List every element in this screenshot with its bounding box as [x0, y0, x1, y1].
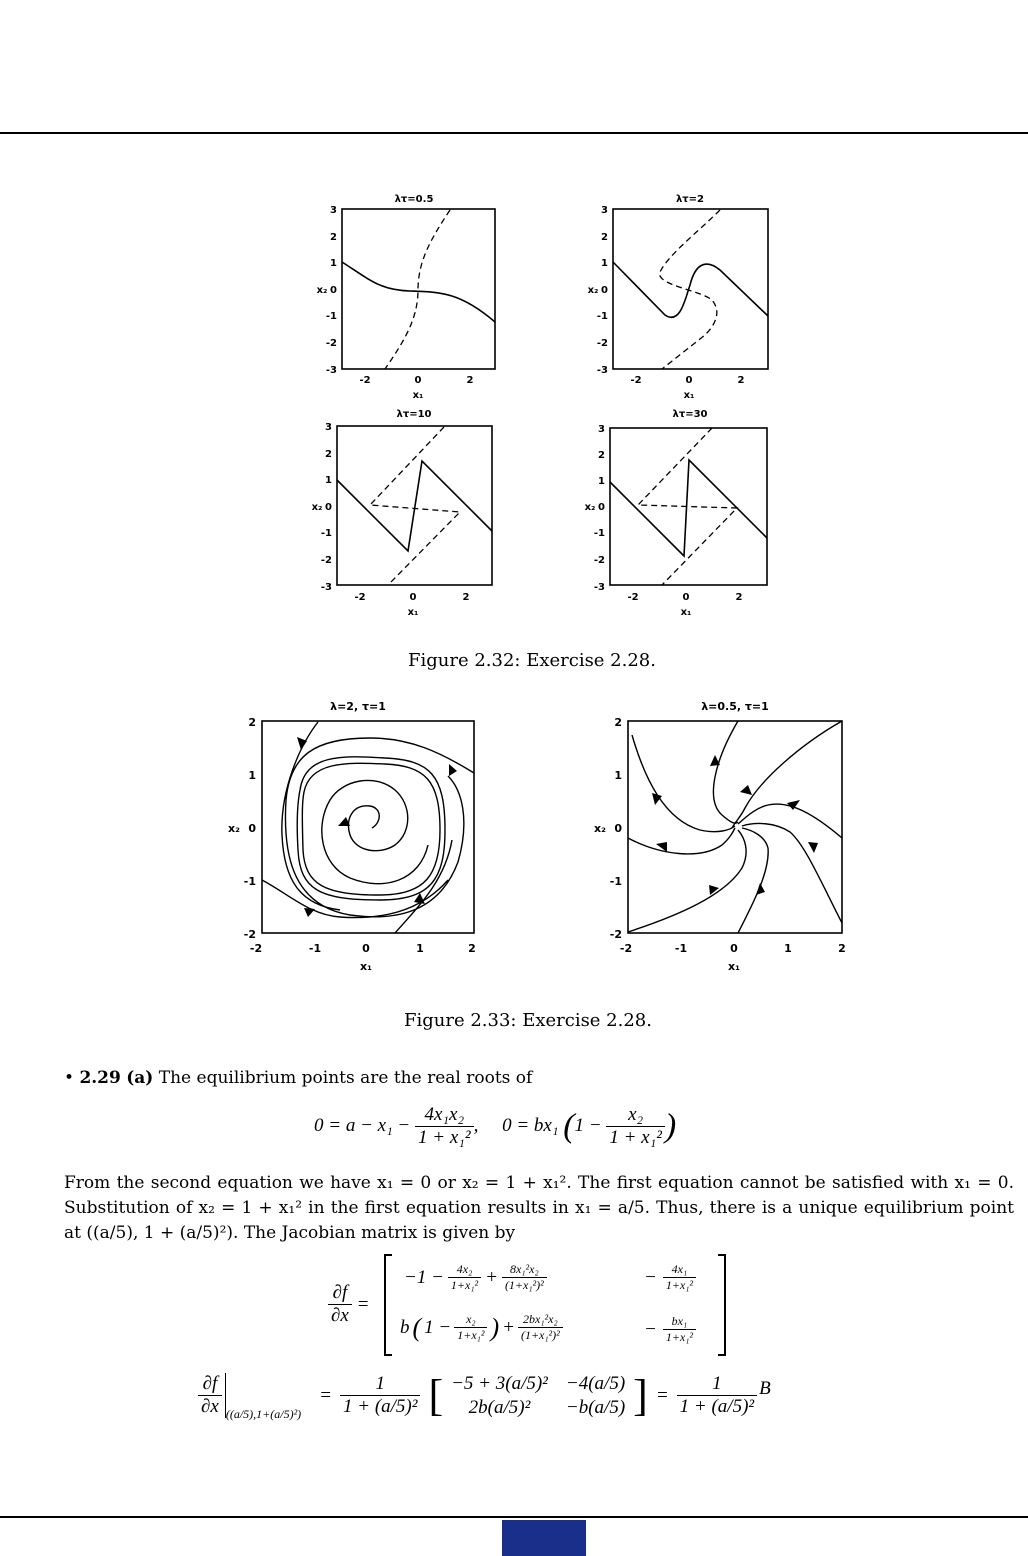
y-tick: 0: [330, 285, 337, 296]
phase-portrait-lambda-0-5: [594, 700, 846, 973]
heading-text: The equilibrium points are the real roots of: [158, 1068, 533, 1088]
x-tick: -2: [619, 942, 633, 955]
y-tick: -1: [243, 875, 256, 888]
x-tick: 2: [468, 942, 476, 955]
y-tick: 0: [325, 502, 332, 513]
y-tick: 2: [601, 232, 608, 243]
m12-frac: [663, 1262, 696, 1293]
eval-equals-2: =: [655, 1384, 669, 1406]
y-tick: 1: [614, 769, 622, 782]
limit-cycle: [302, 763, 440, 895]
x-tick: 1: [784, 942, 792, 955]
x-tick: -1: [308, 942, 322, 955]
matrix-row-1: [404, 1262, 547, 1293]
m21-num: x₂: [454, 1312, 487, 1328]
y-tick: -2: [609, 928, 622, 941]
y-tick: -2: [243, 928, 256, 941]
y-tick: 2: [325, 449, 332, 460]
y-tick: 3: [598, 424, 605, 435]
y-label: x₂: [228, 822, 240, 835]
m11-f2-den: (1+x₁²)²: [504, 1278, 544, 1292]
dashed-nullcline: [638, 428, 737, 585]
m21-b: b: [400, 1316, 410, 1338]
arrow: [710, 755, 720, 766]
top-rule: [0, 132, 1028, 134]
m21-frac-2: [518, 1312, 563, 1343]
arrow: [740, 785, 752, 795]
eval-lhs: [198, 1373, 302, 1421]
eval-equals: =: [319, 1384, 332, 1406]
eval-subscript: ((a/5),1+(a/5)²): [225, 1407, 302, 1421]
exercise-part: (a): [126, 1068, 154, 1088]
x-tick: 2: [466, 375, 474, 386]
m21-frac-1: [454, 1312, 487, 1343]
y-tick: 2: [614, 716, 622, 729]
exercise-heading: [64, 1066, 1014, 1091]
y-label: x₂: [587, 285, 599, 296]
y-tick: 1: [330, 258, 337, 269]
y-tick: -2: [596, 338, 608, 349]
eval-num: ∂f: [198, 1373, 222, 1396]
m21-one: 1 −: [424, 1316, 452, 1338]
m21-plus: +: [502, 1316, 515, 1338]
bullet: •: [64, 1068, 75, 1088]
trajectory: [732, 721, 842, 828]
figure-2-32-caption: Figure 2.32: Exercise 2.28.: [407, 650, 656, 671]
y-tick: 1: [325, 475, 332, 486]
y-label: x₂: [311, 502, 323, 513]
m22: [644, 1314, 696, 1345]
dashed-nullcline: [660, 210, 720, 369]
trajectory: [738, 828, 768, 933]
y-tick: 0: [248, 822, 256, 835]
arrow: [709, 885, 719, 895]
eq2-left: 0 = bx₁: [502, 1114, 559, 1136]
x-tick: -2: [354, 592, 366, 603]
jac-equals: =: [356, 1293, 370, 1315]
right-bracket: [718, 1254, 726, 1356]
y-label: x₂: [316, 285, 328, 296]
y-tick: -1: [596, 311, 608, 322]
y-tick: -1: [593, 528, 605, 539]
y-tick: -1: [325, 311, 337, 322]
y-tick: -2: [593, 555, 605, 566]
body-paragraph: From the second equation we have x₁ = 0 or x₂ = 1 + x₁². The first equation cannot be satisfied with x₁ = 0. Substitution of x₂ = 1 + x₁² in the first equation results in x₁ = a/5. Thus, there is a unique equilibrium point at ((a/5), 1 + (a/5)²). The Jacobian matrix is given by: [64, 1173, 1014, 1243]
panel-title: λ=0.5, τ=1: [701, 700, 769, 713]
eval-fraction: [198, 1373, 226, 1418]
solid-nullcline: [337, 461, 492, 551]
y-tick: 3: [330, 205, 337, 216]
figure-2-33: [0, 690, 1028, 990]
y-tick: 0: [614, 822, 622, 835]
y-tick: -3: [320, 582, 332, 593]
y-tick: -3: [593, 582, 605, 593]
coef-num: 1: [340, 1373, 420, 1396]
y-tick: 3: [601, 205, 608, 216]
b-matrix: [451, 1373, 625, 1419]
solid-nullcline: [610, 460, 767, 556]
x-tick: -2: [249, 942, 263, 955]
x-tick: 0: [409, 592, 417, 603]
left-bracket: [384, 1254, 392, 1356]
trajectory-outer: [285, 738, 474, 917]
y-label: x₂: [594, 822, 606, 835]
m11-plus: +: [485, 1266, 498, 1288]
eval-den: ∂x: [201, 1396, 219, 1417]
x-tick: 0: [414, 375, 422, 386]
y-tick: 0: [598, 502, 605, 513]
jacobian-lhs-fraction: [328, 1282, 352, 1327]
b12: −4(a/5): [565, 1372, 626, 1394]
jac-num: ∂f: [328, 1282, 352, 1305]
x-label: x₁: [407, 607, 419, 618]
b11: −5 + 3(a/5)²: [451, 1372, 548, 1394]
b21: 2b(a/5)²: [468, 1396, 531, 1418]
m22-den: 1+x₁²: [665, 1330, 694, 1344]
figure-2-33-caption: Figure 2.33: Exercise 2.28.: [403, 1010, 652, 1031]
jacobian-lhs-block: [328, 1282, 369, 1327]
eq1-numerator: 4x₁x₂: [415, 1104, 474, 1127]
x-tick: -2: [359, 375, 371, 386]
m21-den: 1+x₁²: [457, 1328, 485, 1342]
x-tick: -2: [627, 592, 639, 603]
x-tick: 0: [730, 942, 738, 955]
coef2-num: 1: [677, 1373, 757, 1396]
x-tick: 0: [685, 375, 693, 386]
y-tick: -3: [596, 365, 608, 376]
m22-minus: −: [644, 1318, 657, 1340]
y-tick: -2: [320, 555, 332, 566]
m12-num: 4x₁: [663, 1262, 696, 1278]
y-tick: -1: [609, 875, 622, 888]
panel-lt-2: [588, 194, 768, 401]
y-tick: 1: [601, 258, 608, 269]
x-tick: 0: [362, 942, 370, 955]
panel-title: λτ=0.5: [394, 194, 434, 205]
limit-cycle: [297, 757, 445, 900]
arrow: [304, 908, 315, 917]
coef2-fraction: [677, 1373, 757, 1418]
m11-frac-1: [448, 1262, 481, 1293]
b22: −b(a/5): [565, 1396, 626, 1418]
solid-nullcline: [342, 262, 495, 322]
plot-frame: [262, 721, 474, 933]
panel-title: λτ=2: [675, 194, 705, 205]
y-tick: 2: [248, 716, 256, 729]
trajectory: [632, 735, 735, 832]
m11-f1-den: 1+x₁²: [450, 1278, 479, 1292]
bottom-rule: [0, 1516, 1028, 1518]
arrow: [756, 883, 765, 895]
arrow: [449, 764, 457, 776]
y-tick: 2: [598, 450, 605, 461]
x-tick: 2: [735, 592, 743, 603]
m22-num: bx₁: [663, 1314, 696, 1330]
m11-frac-2: [502, 1262, 547, 1293]
m11: −1 −: [404, 1266, 444, 1288]
evaluated-jacobian: $\frac{\partial f}{\partial x}$ ((a/5),1+(a/5)²) = $\frac{1}{\text{1 + (a/5)²}}$ [ −5 + 3(a/5)² −4(a/5) 2b(a/5)² −b(a/5) ] = $\frac{1}{\text{1 + (a/5)²}}$ B: [198, 1370, 771, 1421]
x-tick: -2: [630, 375, 642, 386]
eq1-denominator: 1 + x₁²: [418, 1127, 471, 1148]
y-label: x₂: [584, 502, 596, 513]
panel-lt-0-5: [317, 194, 495, 401]
equilibrium-equations: 0 = a − x₁ − $\frac{\text{4x₁x₂}}{\text{1 + x₁²}}$ , 0 = bx₁ (1 − $\frac{\text{x₂}}{\text{1 + x₁²}}$ ): [314, 1104, 677, 1148]
eq2-fraction: [606, 1104, 665, 1149]
spiral-inner: [322, 780, 428, 883]
panel-lt-10: [312, 409, 492, 618]
trajectory: [713, 721, 738, 823]
y-tick: 2: [330, 232, 337, 243]
x-label: x₁: [360, 960, 372, 973]
x-tick: 2: [737, 375, 745, 386]
arrow: [808, 842, 818, 853]
x-tick: 2: [838, 942, 846, 955]
panel-title: λτ=30: [672, 409, 708, 420]
panel-lt-30: [585, 409, 767, 618]
x-tick: 0: [682, 592, 690, 603]
m22-frac: [663, 1314, 696, 1345]
eq1-left: 0 = a − x₁ −: [314, 1114, 411, 1136]
x-label: x₁: [728, 960, 740, 973]
eq1-comma: ,: [473, 1114, 479, 1136]
eq1-fraction: [415, 1104, 474, 1149]
y-tick: 1: [598, 476, 605, 487]
plot-frame: [342, 209, 495, 369]
x-tick: 2: [462, 592, 470, 603]
phase-portrait-lambda-2: [228, 700, 476, 973]
exercise-number: 2.29: [79, 1068, 121, 1088]
b-symbol: B: [759, 1377, 771, 1399]
y-tick: -1: [320, 528, 332, 539]
y-tick: 1: [248, 769, 256, 782]
y-tick: 0: [601, 285, 608, 296]
eq2-numerator: x₂: [606, 1104, 665, 1127]
y-tick: -2: [325, 338, 337, 349]
trajectory: [742, 824, 842, 923]
page-number-tab: [502, 1520, 586, 1556]
coef2-den: 1 + (a/5)²: [679, 1396, 755, 1417]
x-label: x₁: [683, 390, 695, 401]
m12-minus: −: [644, 1266, 657, 1288]
coef-den: 1 + (a/5)²: [343, 1396, 418, 1417]
x-label: x₁: [680, 607, 692, 618]
m11-f2-num: 8x₁²x₂: [502, 1262, 547, 1278]
m21-f2-den: (1+x₁²)²: [520, 1328, 560, 1342]
y-tick: -3: [325, 365, 337, 376]
panel-title: λτ=10: [396, 409, 432, 420]
m11-f1-num: 4x₂: [448, 1262, 481, 1278]
solid-nullcline: [613, 262, 768, 317]
eq2-denominator: 1 + x₁²: [609, 1127, 662, 1148]
x-tick: 1: [416, 942, 424, 955]
x-label: x₁: [412, 390, 424, 401]
m21-f2-num: 2bx₁²x₂: [518, 1312, 563, 1328]
x-tick: -1: [674, 942, 688, 955]
y-tick: 3: [325, 422, 332, 433]
panel-title: λ=2, τ=1: [330, 700, 386, 713]
eq2-one: 1 −: [574, 1114, 602, 1136]
plot-frame: [613, 209, 768, 369]
m12-den: 1+x₁²: [665, 1278, 694, 1292]
plot-frame: [628, 721, 842, 933]
m12: [644, 1262, 696, 1293]
matrix-row-2: b ( 1 − $\frac{\text{x₂}}{\text{1+x₁²}}$ ) + $\frac{\text{2bx₁²x₂}}{\text{(1+x₁²)²}}$: [400, 1312, 563, 1343]
jac-den: ∂x: [331, 1305, 349, 1326]
arrow: [297, 737, 307, 750]
coef-fraction: [340, 1373, 420, 1418]
